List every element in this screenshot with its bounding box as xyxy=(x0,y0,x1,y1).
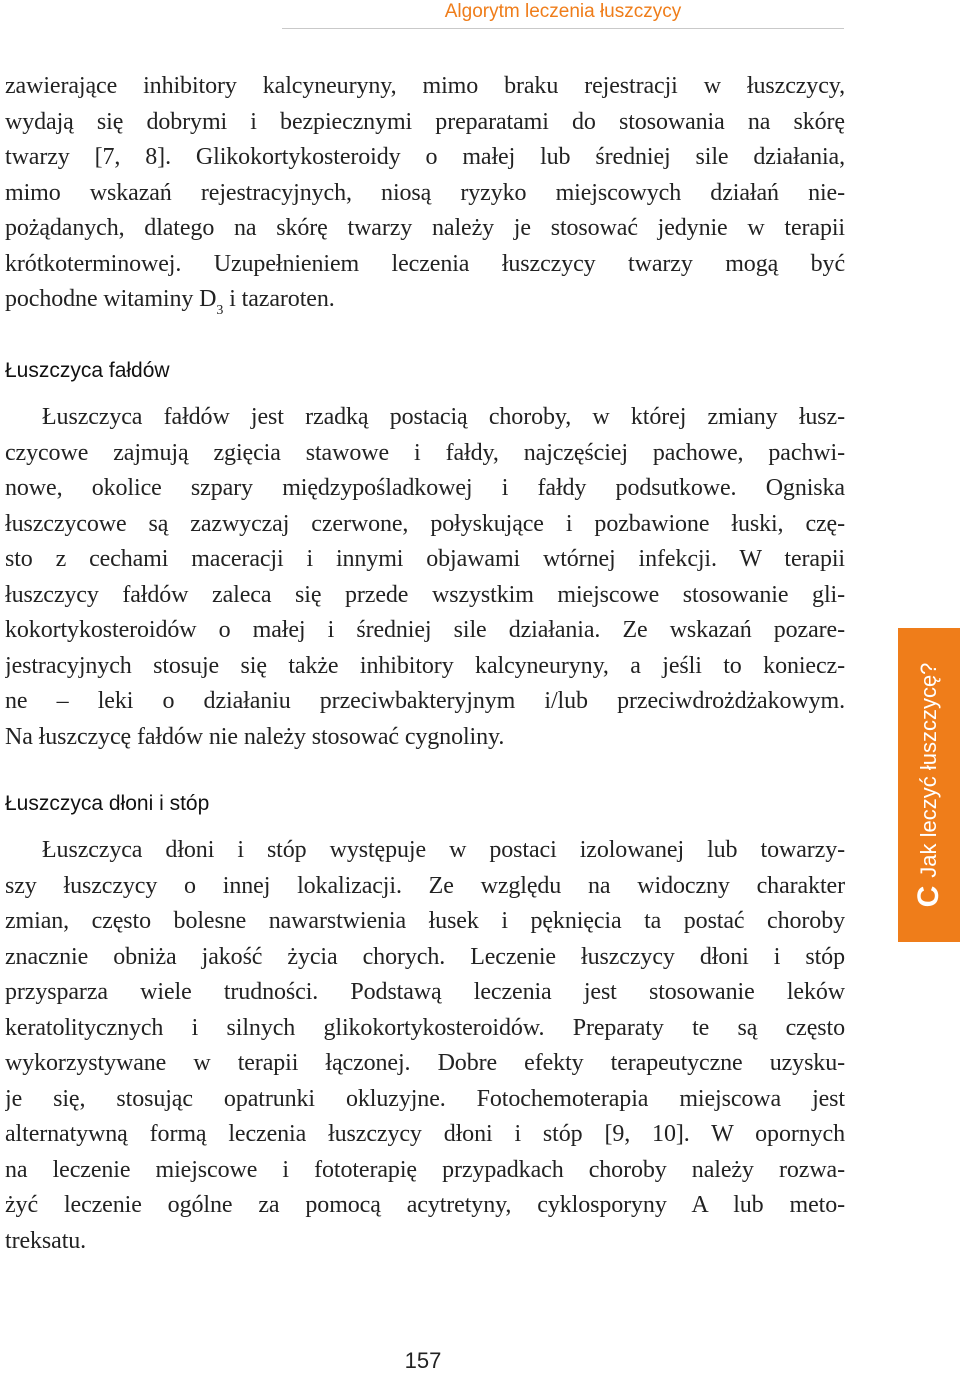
palms-line: Łuszczyca dłoni i stóp występuje w postaci izolowanej lub towarzy- xyxy=(42,837,845,863)
palms-soles-paragraph xyxy=(5,833,845,1259)
palms-line: przysparza wiele trudności. Podstawą leczenia jest stosowanie leków xyxy=(5,979,845,1005)
intro-line: mimo wskazań rejestracyjnych, niosą ryzyko miejscowych działań nie- xyxy=(5,179,845,206)
folds-line: nowe, okolice szpary międzypośladkowej i fałdy podsutkowe. Ogniska xyxy=(5,475,845,501)
section-heading-palms-soles: Łuszczyca dłoni i stóp xyxy=(5,792,210,815)
palms-line: treksatu. xyxy=(5,1227,87,1254)
palms-line: znacznie obniża jakość życia chorych. Leczenie łuszczycy dłoni i stóp xyxy=(5,943,845,970)
folds-line: sto z cechami maceracji i innymi objawami wtórnej infekcji. W terapii xyxy=(5,546,845,572)
chapter-side-tab xyxy=(898,628,960,942)
chapter-title: Jak leczyć łuszczycę? xyxy=(916,662,941,878)
side-tab-content xyxy=(912,663,946,908)
chapter-letter: C xyxy=(912,885,945,908)
folds-line: kokortykosteroidów o małej i średniej sile działania. Ze wskazań pozare- xyxy=(5,617,845,643)
palms-line: je się, stosując opatrunki okluzyjne. Fotochemoterapia miejscowa jest xyxy=(5,1085,845,1112)
folds-line: łuszczycy fałdów zaleca się przede wszystkim miejscowe stosowanie gli- xyxy=(5,581,845,608)
folds-line: Łuszczyca fałdów jest rzadką postacią choroby, w której zmiany łusz- xyxy=(42,404,845,430)
intro-line: pożądanych, dlatego na skórę twarzy należy je stosować jedynie w terapii xyxy=(5,215,845,241)
palms-line: alternatywną formą leczenia łuszczycy dłoni i stóp [9, 10]. W opornych xyxy=(5,1121,845,1147)
folds-line: łuszczycowe są zazwyczaj czerwone, połyskujące i pozbawione łuski, czę- xyxy=(5,510,845,537)
folds-paragraph xyxy=(5,400,845,755)
palms-line: szy łuszczycy o innej lokalizacji. Ze względu na widoczny charakter xyxy=(5,872,845,899)
folds-line: czycowe zajmują zgięcia stawowe i fałdy, najczęściej pachowe, pachwi- xyxy=(5,439,845,466)
palms-line: żyć leczenie ogólne za pomocą acytretyny, cyklosporyny A lub meto- xyxy=(5,1192,845,1218)
intro-last-line xyxy=(5,282,845,318)
intro-line: zawierające inhibitory kalcyneuryny, mimo braku rejestracji w łuszczycy, xyxy=(5,73,845,99)
section-heading-folds: Łuszczyca fałdów xyxy=(5,359,170,382)
running-head: Algorytm leczenia łuszczycy xyxy=(282,0,844,29)
intro-line: wydają się dobrymi i bezpiecznymi preparatami do stosowania na skórę xyxy=(5,108,845,135)
folds-line: ne – leki o działaniu przeciwbakteryjnym i/lub przeciwdrożdżakowym. xyxy=(5,688,845,714)
intro-line: twarzy [7, 8]. Glikokortykosteroidy o małej lub średniej sile działania, xyxy=(5,144,845,170)
subscript-3: 3 xyxy=(216,302,224,318)
intro-last-pre: pochodne witaminy D xyxy=(5,286,217,312)
intro-last-post: i tazaroten. xyxy=(223,286,335,312)
intro-paragraph xyxy=(5,69,845,318)
palms-line: wykorzystywane w terapii łączonej. Dobre efekty terapeutyczne uzysku- xyxy=(5,1050,845,1076)
palms-line: keratolitycznych i silnych glikokortykosteroidów. Preparaty te są często xyxy=(5,1014,845,1041)
intro-line: krótkoterminowej. Uzupełnieniem leczenia łuszczycy twarzy mogą być xyxy=(5,250,845,277)
folds-line: Na łuszczycę fałdów nie należy stosować cygnoliny. xyxy=(5,723,505,750)
palms-line: zmian, często bolesne nawarstwienia łusek i pęknięcia ta postać choroby xyxy=(5,908,845,934)
folds-line: jestracyjnych stosuje się także inhibitory kalcyneuryny, a jeśli to koniecz- xyxy=(5,652,845,679)
palms-line: na leczenie miejscowe i fototerapię przypadkach choroby należy rozwa- xyxy=(5,1156,845,1183)
page-number: 157 xyxy=(404,1348,442,1373)
